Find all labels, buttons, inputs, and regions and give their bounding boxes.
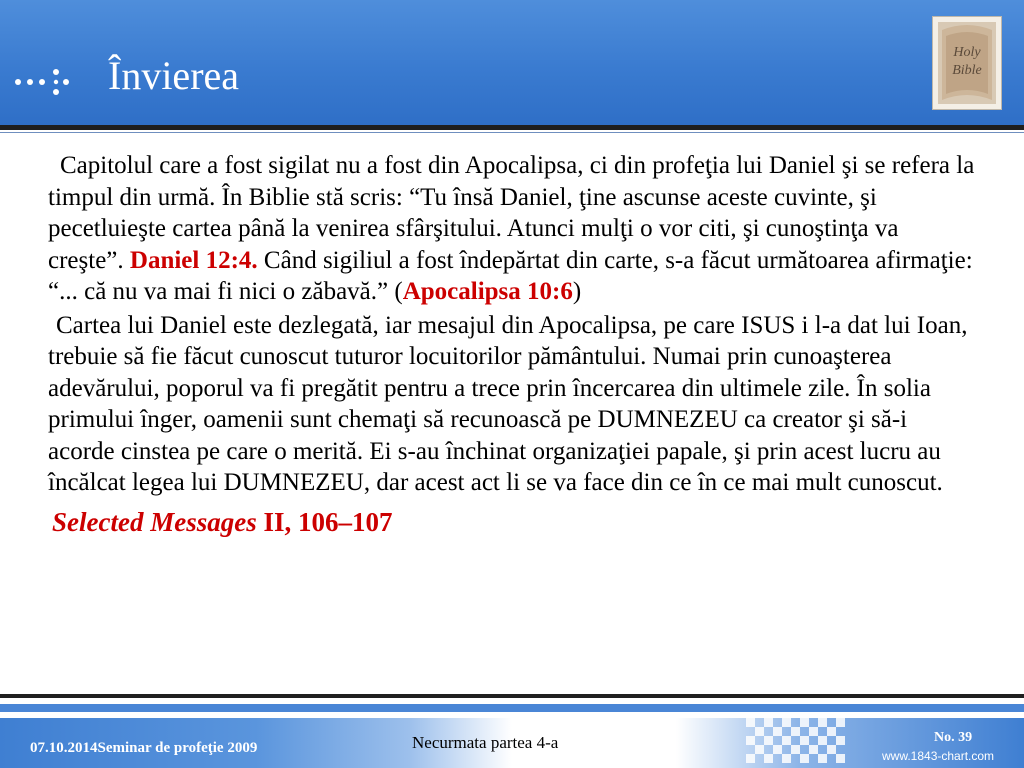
svg-text:Holy: Holy: [953, 45, 981, 60]
source-reference: [48, 507, 978, 539]
dots-arrow-icon: [14, 62, 80, 98]
paragraph-1-text-c: ): [572, 278, 582, 305]
reference-daniel: Daniel 12:4.: [129, 246, 258, 274]
paragraph-2-text: Cartea lui Daniel este dezlegată, iar mesajul din Apocalipsa, pe care ISUS i l-a dat lui Ioan, trebuie să fie făcut cunoscut tuturor locuitorilor pământului. Numai prin cunoaşterea adevărului, poporul va fi pregătit pentru a trece prin încercarea din ultimele zile. În solia primului înger, oamenii sunt chemaţi să recunoască pe DUMNEZEU ca creator şi să-i acorde cinstea pe care o merită. Ei s-au închinat organizaţiei papale, şi prin acest lucru au încălcat legea lui DUMNEZEU, dar acest act li se va face din ce în ce mai mult cunoscut.: [48, 311, 968, 496]
paragraph-2: [48, 310, 978, 499]
footer-divider-blue: [0, 704, 1024, 712]
svg-text:Bible: Bible: [952, 63, 982, 78]
reference-apocalipsa: Apocalipsa 10:6: [402, 278, 573, 305]
header-divider-thin: [0, 132, 1024, 133]
footer-center-text: Necurmata partea 4-a: [412, 733, 559, 752]
checker-pattern: [746, 718, 850, 768]
header-divider: [0, 125, 1024, 130]
slide-header: [0, 0, 1024, 125]
footer-date: 07.10.2014Seminar de profeţie 2009: [30, 740, 258, 756]
slide-body: [48, 150, 978, 538]
paragraph-1-text-a: Capitolul care a fost sigilat nu a fost din Apocalipsa, ci din profeţia lui Daniel şi se refera la timpul din urmă. În Biblie stă scris: “Tu însă Daniel, ţine ascunse aceste cuvinte, şi pecetluieşte cartea până la venirea sfârşitului. Atunci mulţi o vor citi, şi cunoştinţa va creşte”.: [48, 152, 975, 274]
source-pages: II, 106–107: [256, 506, 393, 537]
footer-url: www.1843-chart.com: [882, 749, 995, 763]
paragraph-1-text-b: Când sigiliul a fost îndepărtat din carte, s-a făcut următoarea afirmaţie: “... că nu va mai fi nici o zăbavă.” (: [48, 246, 973, 305]
slide-number: No. 39: [934, 730, 973, 745]
paragraph-1: [48, 150, 978, 308]
holy-bible-logo: [932, 16, 1002, 110]
slide-title: Învierea: [108, 53, 240, 98]
footer-divider: [0, 694, 1024, 698]
source-title: Selected Messages: [52, 506, 257, 537]
